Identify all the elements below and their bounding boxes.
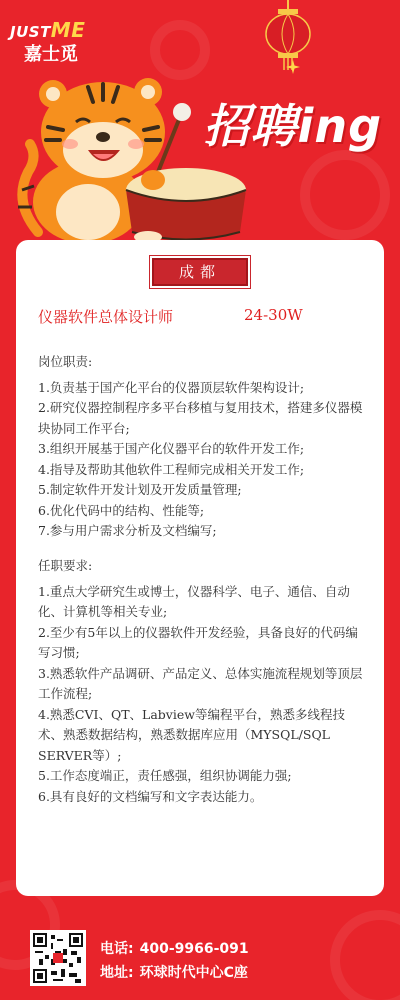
duty-item: 5.制定软件开发计划及开发质量管理; (38, 482, 242, 497)
duty-item: 6.优化代码中的结构、性能等; (38, 502, 205, 518)
phone-number[interactable]: 400-9966-091 (139, 941, 249, 957)
background-swirl (330, 910, 400, 1000)
requirement-item: 6.具有良好的文档编写和文字表达能力。 (38, 788, 263, 804)
job-title: 仪器软件总体设计师 (38, 308, 174, 326)
requirement-item: 2.至少有5年以上的仪器软件开发经验，具备良好的代码编写习惯; (38, 624, 358, 660)
contact-address (100, 962, 248, 982)
address-label: 地址: (100, 965, 134, 981)
recruiting-headline: 招聘ing (203, 99, 382, 153)
logo-accent: ME (50, 18, 86, 42)
qr-code-icon (33, 933, 83, 983)
duty-item: 1.负责基于国产化平台的仪器顶层软件架构设计; (38, 379, 305, 395)
requirement-item: 5.工作态度端正，责任感强，组织协调能力强; (38, 768, 292, 783)
phone-label: 电话: (100, 941, 134, 957)
brand-logo (10, 18, 130, 68)
city-badge: 成都 (152, 258, 248, 286)
requirements-heading: 任职要求: (38, 558, 93, 573)
contact-phone (100, 938, 249, 958)
requirement-item: 1.重点大学研究生或博士，仪器科学、电子、通信、自动化、计算机等相关专业; (38, 583, 350, 619)
requirement-item: 4.熟悉CVI、QT、Labview等编程平台，熟悉多线程技术、熟悉数据结构，熟悉数据库应用（MYSQL/SQL SERVER等）; (38, 706, 345, 763)
requirements-section (38, 556, 366, 807)
duty-item: 7.参与用户需求分析及文档编写; (38, 523, 217, 538)
duty-item: 3.组织开展基于国产化仪器平台的软件开发工作; (38, 441, 305, 456)
duties-heading: 岗位职责: (38, 354, 93, 369)
duties-section (38, 352, 366, 542)
background-swirl (300, 150, 390, 240)
address-value: 环球时代中心C座 (139, 965, 248, 981)
sparkle-icon (286, 60, 300, 74)
requirement-item: 3.熟悉软件产品调研、产品定义、总体实施流程规划等顶层工作流程; (38, 665, 363, 701)
job-salary: 24-30W (244, 306, 303, 324)
logo-prefix: JUST (10, 23, 51, 41)
duty-item: 2.研究仪器控制程序多平台移植与复用技术，搭建多仪器模块协同工作平台; (38, 400, 363, 436)
duty-item: 4.指导及帮助其他软件工程师完成相关开发工作; (38, 461, 305, 477)
qr-code[interactable] (30, 930, 86, 986)
logo-cn: 嘉士觅 (24, 44, 78, 65)
